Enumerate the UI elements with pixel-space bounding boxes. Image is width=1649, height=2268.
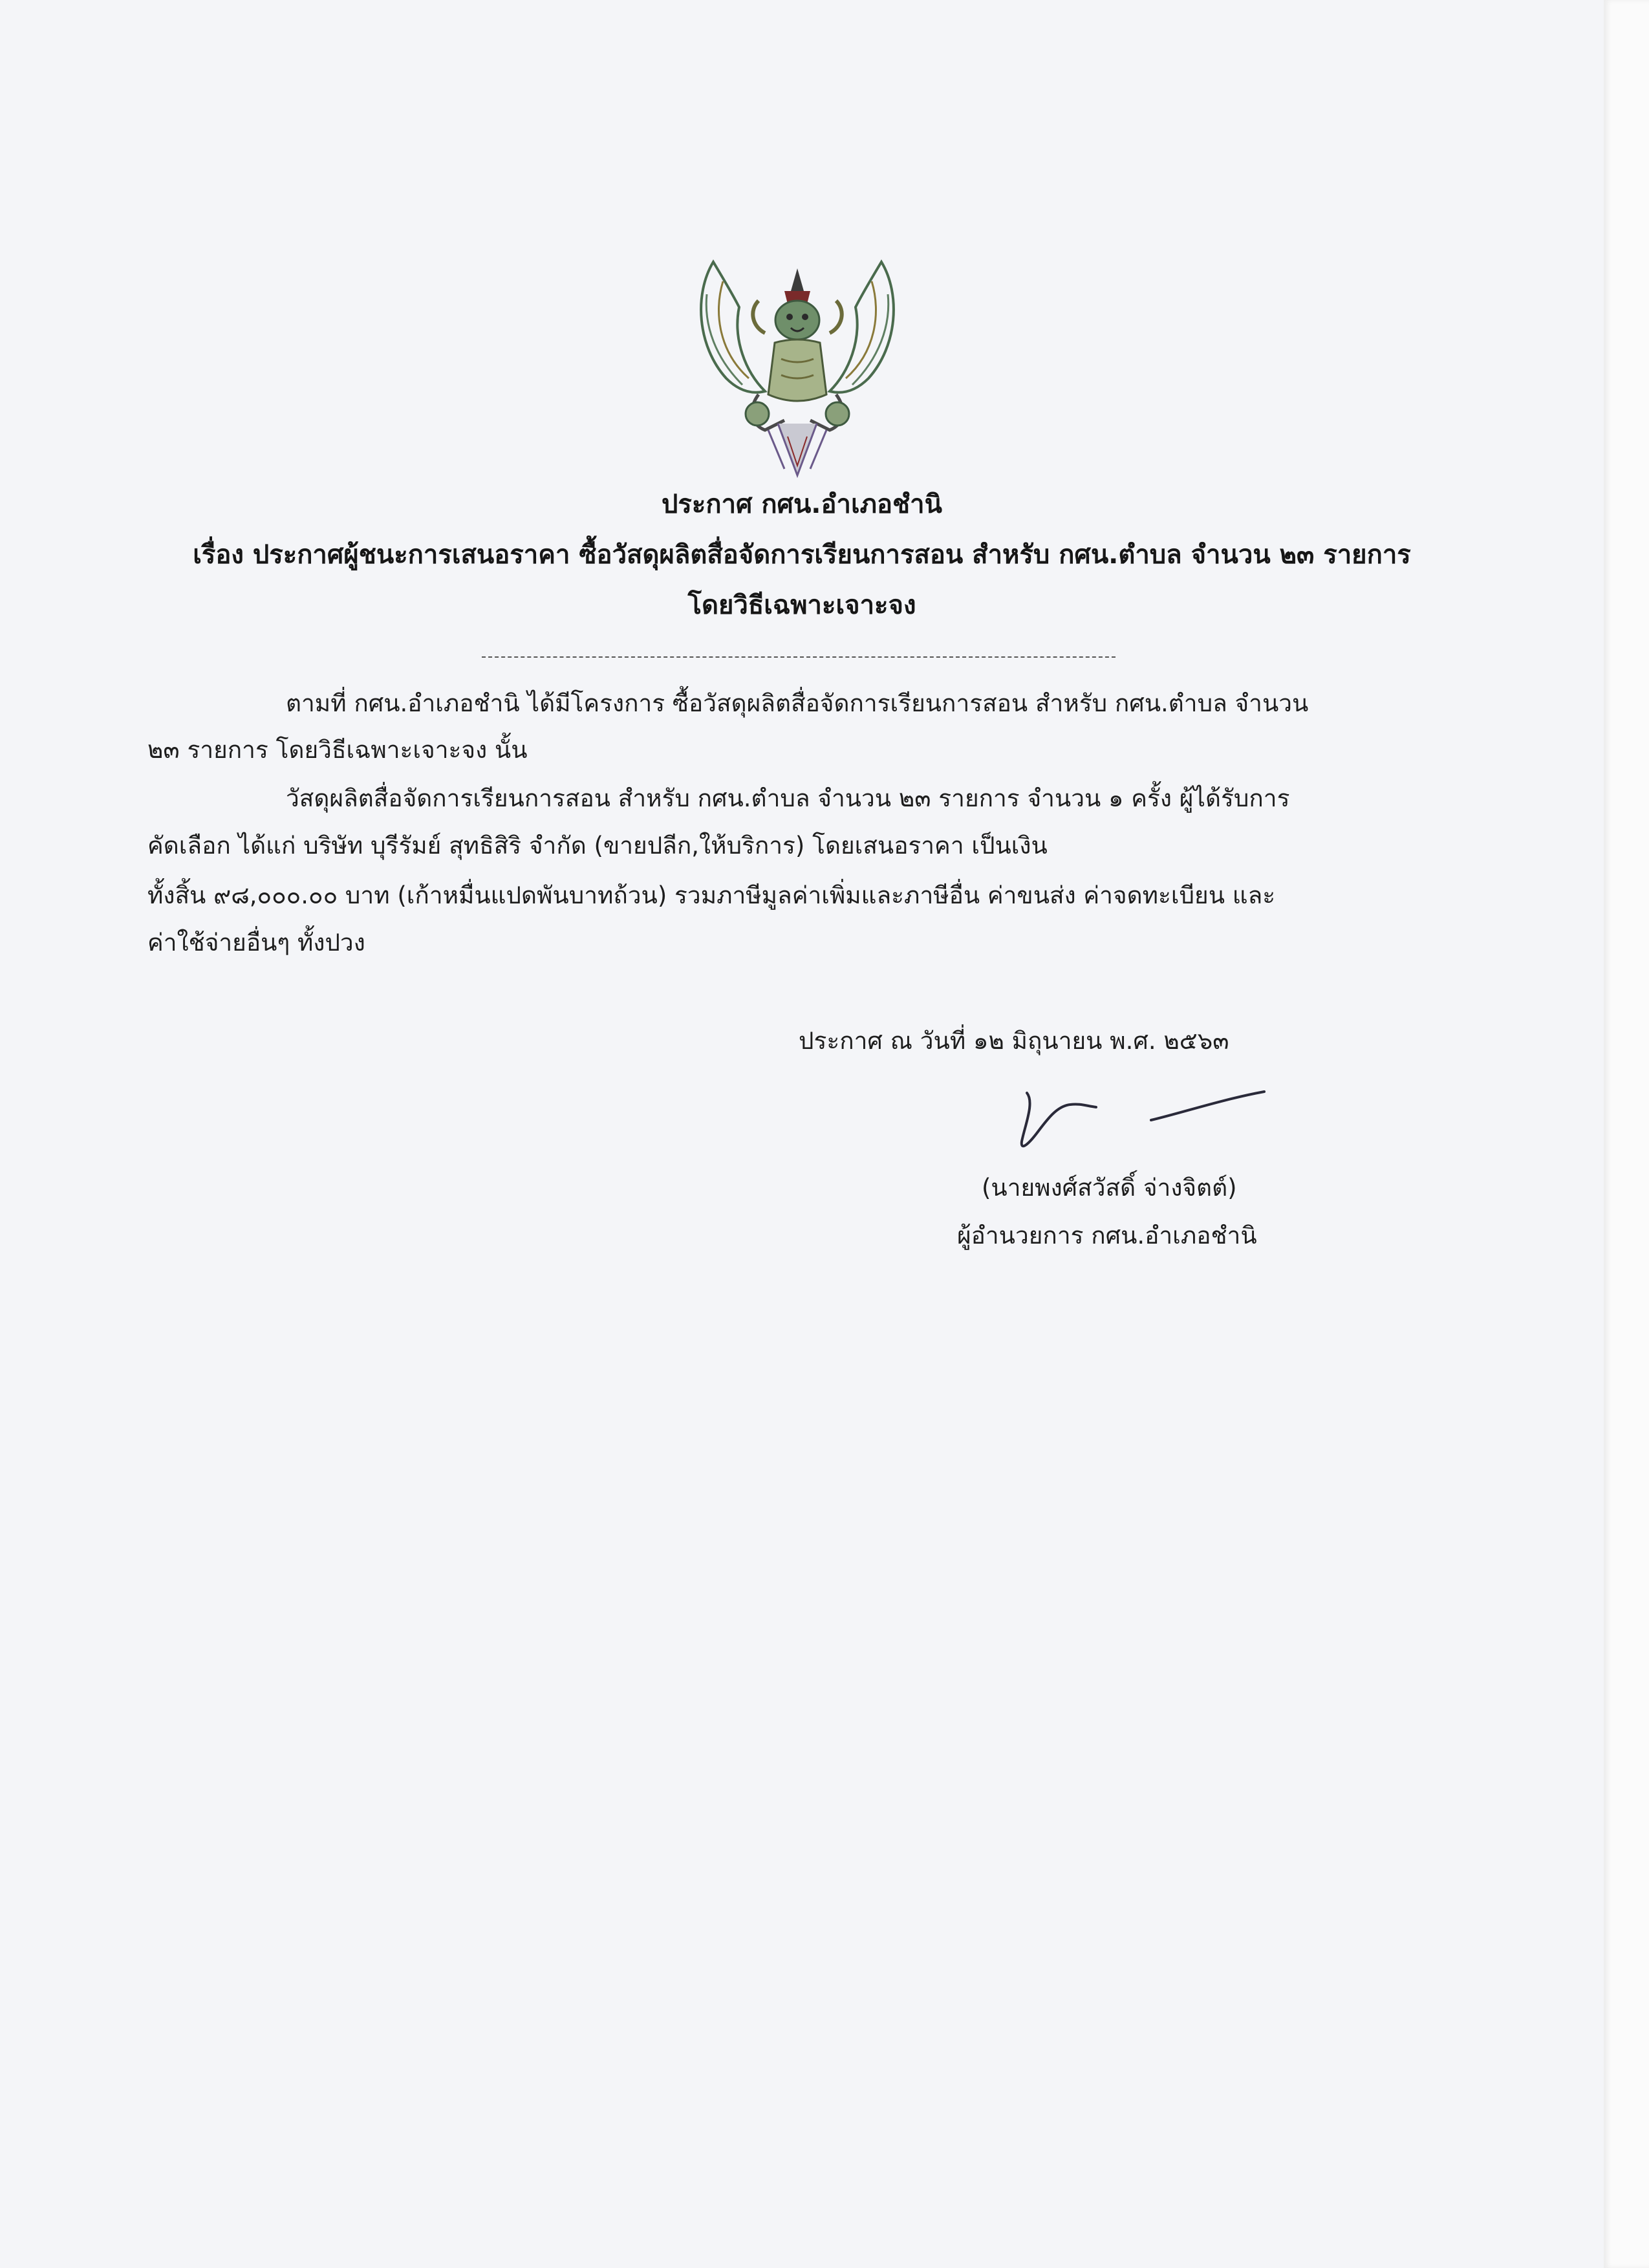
signer-name: (นายพงศ์สวัสดิ์ จ่างจิตต์) (982, 1174, 1237, 1202)
paragraph-2-line-3: ทั้งสิ้น ๙๘,๐๐๐.๐๐ บาท (เก้าหมื่นแปดพันบาทถ้วน) รวมภาษีมูลค่าเพิ่มและภาษีอื่น ค่าขนส่ง ค่าจดทะเบียน และ (147, 881, 1276, 909)
paragraph-2-line-2: คัดเลือก ได้แก่ บริษัท บุรีรัมย์ สุทธิสิริ จำกัด (ขายปลีก,ให้บริการ) โดยเสนอราคา เป็นเงิน (147, 832, 1048, 859)
paragraph-2-line-4: ค่าใช้จ่ายอื่นๆ ทั้งปวง (147, 929, 365, 956)
garuda-emblem-icon (687, 255, 907, 482)
dashed-divider (482, 656, 1116, 658)
page-edge (1604, 0, 1649, 2268)
announcement-method: โดยวิธีเฉพาะเจาะจง (687, 590, 916, 620)
announcement-date: ประกาศ ณ วันที่ ๑๒ มิถุนายน พ.ศ. ๒๕๖๓ (799, 1027, 1229, 1055)
paragraph-2-line-1: วัสดุผลิตสื่อจัดการเรียนการสอน สำหรับ กศน.ตำบล จำนวน ๒๓ รายการ จำนวน ๑ ครั้ง ผู้ได้รับการ (286, 784, 1290, 812)
announcement-title: ประกาศ กศน.อำเภอชำนิ (661, 490, 942, 519)
signer-position: ผู้อำนวยการ กศน.อำเภอชำนิ (957, 1222, 1257, 1249)
paragraph-1-line-1: ตามที่ กศน.อำเภอชำนิ ได้มีโครงการ ซื้อวัสดุผลิตสื่อจัดการเรียนการสอน สำหรับ กศน.ตำบล จำนวน (286, 689, 1309, 717)
handwritten-signature-icon (1009, 1080, 1280, 1164)
announcement-subject: เรื่อง ประกาศผู้ชนะการเสนอราคา ซื้อวัสดุผลิตสื่อจัดการเรียนการสอน สำหรับ กศน.ตำบล จำนวน ๒๓ รายการ (193, 540, 1411, 570)
paragraph-1-line-2: ๒๓ รายการ โดยวิธีเฉพาะเจาะจง นั้น (147, 736, 528, 764)
